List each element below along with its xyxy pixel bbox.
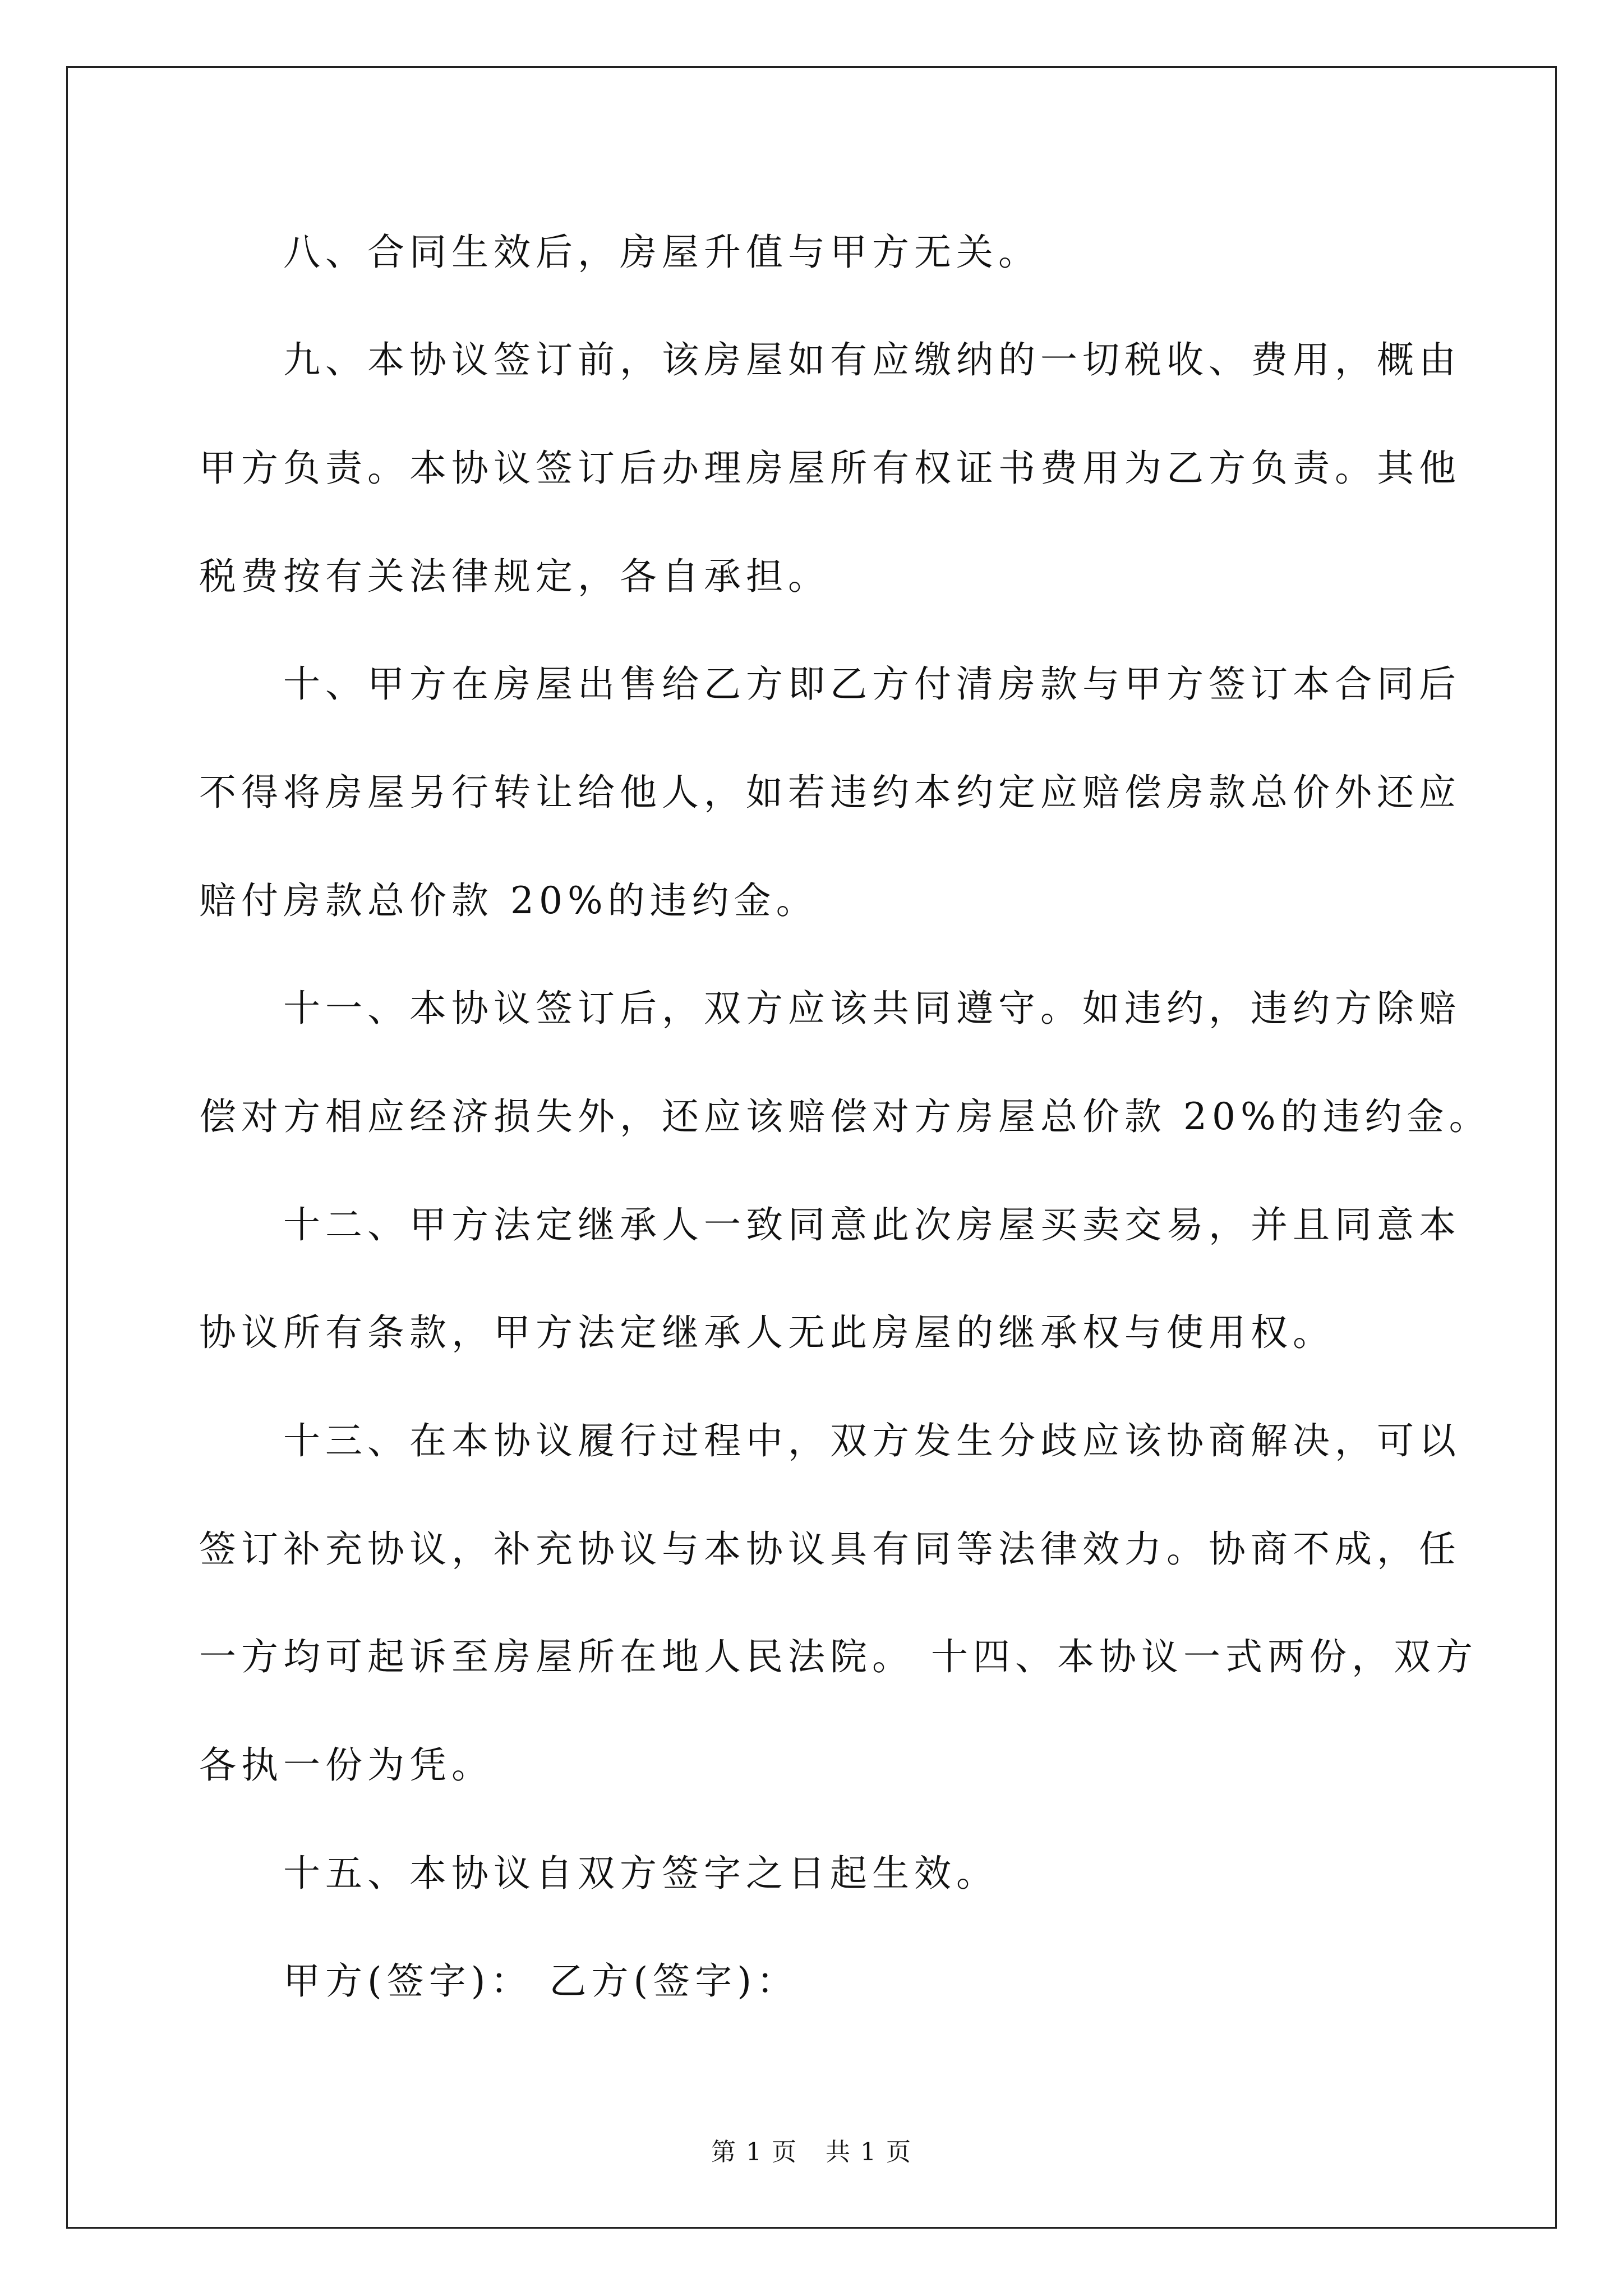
page-border <box>66 66 1557 2229</box>
signature-line: 甲方(签字)： 乙方(签字)： <box>283 1959 799 2003</box>
clause-15: 十五、本协议自双方签字之日起生效。 <box>283 1852 998 1895</box>
clause-11-line-2: 偿对方相应经济损失外，还应该赔偿对方房屋总价款 20%的违约金。 <box>199 1095 1491 1138</box>
page-number-total: 共 1 页 <box>826 2138 912 2166</box>
clause-12-line-1: 十二、甲方法定继承人一致同意此次房屋买卖交易，并且同意本 <box>283 1203 1461 1246</box>
clause-10-line-3: 赔付房款总价款 20%的违约金。 <box>199 879 818 922</box>
clause-10-line-1: 十、甲方在房屋出售给乙方即乙方付清房款与甲方签订本合同后 <box>283 662 1461 706</box>
clause-13-line-2: 签订补充协议，补充协议与本协议具有同等法律效力。协商不成，任 <box>199 1527 1461 1571</box>
clause-9-line-3: 税费按有关法律规定，各自承担。 <box>199 555 830 598</box>
clause-13-line-3: 一方均可起诉至房屋所在地人民法院。 十四、本协议一式两份，双方 <box>199 1635 1478 1678</box>
clause-14-line: 各执一份为凭。 <box>199 1743 494 1787</box>
clause-11-line-1: 十一、本协议签订后，双方应该共同遵守。如违约，违约方除赔 <box>283 987 1461 1030</box>
clause-9-line-2: 甲方负责。本协议签订后办理房屋所有权证书费用为乙方负责。其他 <box>199 447 1461 490</box>
clause-8: 八、合同生效后，房屋升值与甲方无关。 <box>283 231 1040 274</box>
clause-13-line-1: 十三、在本协议履行过程中，双方发生分歧应该协商解决，可以 <box>283 1419 1461 1462</box>
clause-10-line-2: 不得将房屋另行转让给他人，如若违约本约定应赔偿房款总价外还应 <box>199 771 1461 814</box>
page-number-current: 第 1 页 <box>711 2138 797 2166</box>
clause-12-line-2: 协议所有条款，甲方法定继承人无此房屋的继承权与使用权。 <box>199 1311 1335 1354</box>
page-footer <box>0 2132 1623 2168</box>
clause-9-line-1: 九、本协议签订前，该房屋如有应缴纳的一切税收、费用，概由 <box>283 338 1461 381</box>
